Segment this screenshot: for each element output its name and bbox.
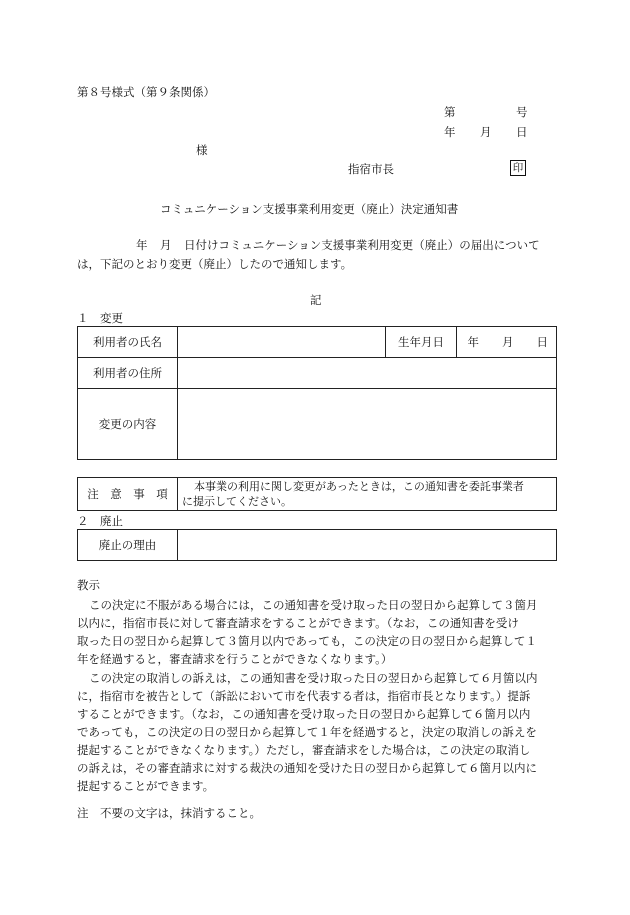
intro-line2: は，下記のとおり変更（廃止）したので通知します。 [77, 257, 353, 271]
date-year: 年 [444, 125, 456, 139]
instruction-p2-line5: 提起することができなくなります。）ただし，審査請求をした場合は，この決定の取消し [77, 743, 531, 757]
notice-text [178, 478, 557, 511]
seal-mark: 印 [510, 160, 526, 176]
form-number: 第８号様式（第９条関係） [77, 85, 215, 99]
instruction-p2-line7: 提起することができます。 [77, 779, 215, 793]
number-suffix: 号 [516, 105, 528, 119]
instruction-p1-line2: 以内に，指宿市長に対して審査請求をすることができます。（なお，この通知書を受け [77, 616, 519, 630]
ki-heading: 記 [310, 293, 322, 307]
birth-month: 月 [502, 335, 514, 349]
instruction-p1-line1: この決定に不服がある場合には，この通知書を受け取った日の翌日から起算して３箇月 [89, 598, 538, 612]
change-table [77, 326, 557, 460]
instruction-paragraph-1 [77, 596, 555, 668]
instruction-heading: 教示 [77, 578, 100, 592]
birth-year: 年 [467, 335, 479, 349]
notice-table [77, 477, 557, 511]
notice-text-line1: 本事業の利用に関し変更があったときは，この通知書を委託事業者 [194, 480, 524, 493]
instruction-p2-line1: この決定の取消しの訴えは，この通知書を受け取った日の翌日から起算して６月箇以内 [89, 671, 538, 685]
instruction-p1-line4: 年を経過すると，審査請求を行うことができなくなります。） [77, 652, 393, 666]
intro-line1: 日付けコミュニケーション支援事業利用変更（廃止）の届出について [184, 238, 540, 252]
footnote: 注 不要の文字は，抹消すること。 [77, 806, 261, 820]
intro-month: 月 [160, 238, 172, 252]
birth-date-cell [457, 327, 557, 358]
date-month: 月 [480, 125, 492, 139]
instruction-paragraph-2 [77, 669, 555, 795]
instruction-p2-line2: に，指宿市を被告として（訴訟において市を代表する者は，指宿市長となります。）提訴 [77, 689, 531, 703]
notice-text-line2: に提示してください。 [182, 495, 292, 508]
notice-label: 注 意 事 項 [78, 478, 178, 511]
document-title: コミュニケーション支援事業利用変更（廃止）決定通知書 [160, 202, 459, 216]
change-content-cell [178, 389, 557, 460]
addressee-suffix: 様 [196, 143, 208, 157]
change-content-label: 変更の内容 [78, 389, 178, 460]
user-address-label: 利用者の住所 [78, 358, 178, 389]
instruction-p2-line3: することができます。（なお，この通知書を受け取った日の翌日から起算して６箇月以内 [77, 707, 531, 721]
instruction-p1-line3: 取った日の翌日から起算して３箇月以内であっても，この決定の日の翌日から起算して１ [77, 634, 537, 648]
user-address-cell [178, 358, 557, 389]
section1-heading: １ 変更 [77, 311, 123, 325]
instruction-p2-line4: であっても，この決定の日の翌日から起算して１年を経過すると，決定の取消しの訴えを [77, 725, 537, 739]
section2-heading: ２ 廃止 [77, 514, 123, 528]
issuer: 指宿市長 [348, 162, 394, 176]
abolition-table [77, 529, 557, 561]
user-name-cell [178, 327, 386, 358]
number-prefix: 第 [444, 105, 456, 119]
birth-day: 日 [536, 335, 548, 349]
intro-year: 年 [136, 238, 148, 252]
user-name-label: 利用者の氏名 [78, 327, 178, 358]
abolition-reason-cell [178, 530, 557, 561]
instruction-p2-line6: の訴えは，その審査請求に対する裁決の通知を受けた日の翌日から起算して６箇月以内に [77, 761, 537, 775]
abolition-reason-label: 廃止の理由 [78, 530, 178, 561]
birth-label: 生年月日 [386, 327, 457, 358]
date-day: 日 [516, 125, 528, 139]
